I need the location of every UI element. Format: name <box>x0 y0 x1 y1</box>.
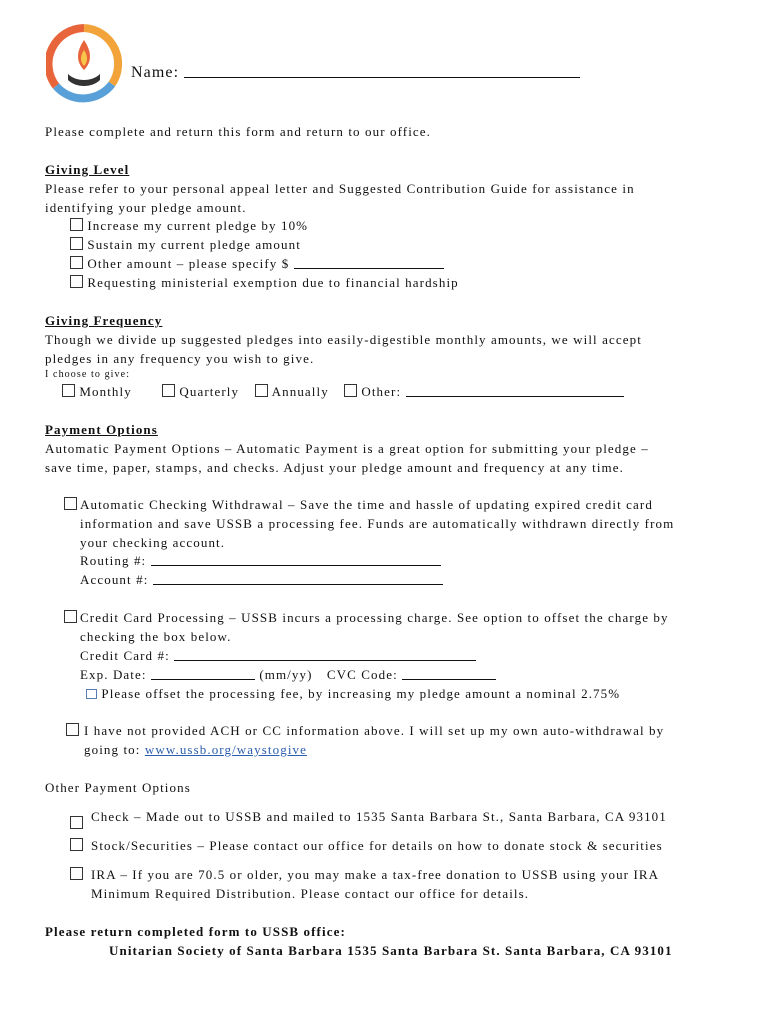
payment-options-heading: Payment Options <box>45 422 158 437</box>
ira-line-2: Minimum Required Distribution. Please contact our office for details. <box>91 886 530 901</box>
stock-checkbox[interactable] <box>70 838 83 854</box>
payment-options-desc-2: save time, paper, stamps, and checks. Adjust your pledge amount and frequency at any time. <box>45 460 624 475</box>
check-option: Check – Made out to USSB and mailed to 1535 Santa Barbara St., Santa Barbara, CA 93101 <box>91 809 667 824</box>
checkbox[interactable] <box>70 237 83 250</box>
giving-level-option-3[interactable] <box>70 256 444 272</box>
offset-fee-option[interactable] <box>86 686 620 702</box>
giving-level-heading: Giving Level <box>45 162 130 177</box>
self-setup-checkbox[interactable] <box>66 723 79 739</box>
return-instructions: Please return completed form to USSB office: <box>45 924 346 939</box>
giving-frequency-desc-2: pledges in any frequency you wish to give. <box>45 351 315 366</box>
other-payment-heading: Other Payment Options <box>45 780 191 795</box>
giving-level-option-1[interactable] <box>70 218 308 234</box>
frequency-quarterly[interactable] <box>162 384 239 400</box>
exp-format: (mm/yy) <box>259 667 313 682</box>
cc-line-2: checking the box below. <box>80 629 232 644</box>
frequency-annually[interactable] <box>255 384 329 400</box>
checkbox[interactable] <box>62 384 75 397</box>
routing-field[interactable] <box>151 553 441 566</box>
return-address: Unitarian Society of Santa Barbara 1535 Santa Barbara St. Santa Barbara, CA 93101 <box>109 943 673 958</box>
checkbox[interactable] <box>344 384 357 397</box>
going-to-label: going to: <box>84 742 141 757</box>
ach-line-2: information and save USSB a processing fee. Funds are automatically withdrawn directly from <box>80 516 675 531</box>
option-label: Increase my current pledge by 10% <box>87 218 309 233</box>
giving-level-option-4[interactable] <box>70 275 459 291</box>
exp-label: Exp. Date: <box>80 667 147 682</box>
other-amount-field[interactable] <box>294 256 444 269</box>
choose-label: I choose to give: <box>45 369 131 380</box>
option-label: Monthly <box>79 384 132 399</box>
option-label: Requesting ministerial exemption due to financial hardship <box>87 275 459 290</box>
giving-level-desc-1: Please refer to your personal appeal letter and Suggested Contribution Guide for assistance in <box>45 181 635 196</box>
check-checkbox[interactable] <box>70 816 83 832</box>
ach-line-1: Automatic Checking Withdrawal – Save the time and hassle of updating expired credit card <box>80 497 653 512</box>
exp-row <box>80 667 496 683</box>
card-row <box>80 648 476 664</box>
card-label: Credit Card #: <box>80 648 170 663</box>
name-row <box>131 64 580 82</box>
ira-checkbox[interactable] <box>70 867 83 883</box>
option-label: Annually <box>271 384 329 399</box>
option-label: Other: <box>361 384 402 399</box>
checkbox[interactable] <box>86 689 97 699</box>
waystogive-link[interactable]: www.ussb.org/waystogive <box>144 742 308 757</box>
ach-checkbox[interactable] <box>64 497 77 513</box>
frequency-monthly[interactable] <box>62 384 132 400</box>
account-row <box>80 572 443 588</box>
option-label: Sustain my current pledge amount <box>87 237 301 252</box>
name-label: Name: <box>131 64 180 81</box>
giving-level-desc-2: identifying your pledge amount. <box>45 200 247 215</box>
checkbox[interactable] <box>70 275 83 288</box>
cc-line-1: Credit Card Processing – USSB incurs a processing charge. See option to offset the charge by <box>80 610 669 625</box>
checkbox[interactable] <box>70 256 83 269</box>
stock-option: Stock/Securities – Please contact our office for details on how to donate stock & securities <box>91 838 663 853</box>
payment-options-desc-1: Automatic Payment Options – Automatic Payment is a great option for submitting your pledge – <box>45 441 649 456</box>
checkbox[interactable] <box>70 218 83 231</box>
other-frequency-field[interactable] <box>406 384 624 397</box>
checkbox[interactable] <box>66 723 79 736</box>
frequency-other[interactable] <box>344 384 624 400</box>
ira-line-1: IRA – If you are 70.5 or older, you may make a tax-free donation to USSB using your IRA <box>91 867 660 882</box>
intro-text: Please complete and return this form and return to our office. <box>45 124 431 139</box>
giving-frequency-desc-1: Though we divide up suggested pledges into easily-digestible monthly amounts, we will accept <box>45 332 642 347</box>
checkbox[interactable] <box>64 610 77 623</box>
checkbox[interactable] <box>255 384 268 397</box>
routing-label: Routing #: <box>80 553 147 568</box>
self-setup-line-1: I have not provided ACH or CC information above. I will set up my own auto-withdrawal by <box>84 723 665 738</box>
routing-row <box>80 553 441 569</box>
offset-fee-label: Please offset the processing fee, by increasing my pledge amount a nominal 2.75% <box>101 686 621 701</box>
checkbox[interactable] <box>70 838 83 851</box>
giving-frequency-heading: Giving Frequency <box>45 313 163 328</box>
exp-date-field[interactable] <box>151 667 255 680</box>
card-number-field[interactable] <box>174 648 476 661</box>
option-label: Other amount – please specify $ <box>87 256 290 271</box>
option-label: Quarterly <box>179 384 240 399</box>
cvc-field[interactable] <box>402 667 496 680</box>
account-label: Account #: <box>80 572 149 587</box>
checkbox[interactable] <box>64 497 77 510</box>
checkbox[interactable] <box>70 867 83 880</box>
checkbox[interactable] <box>162 384 175 397</box>
self-setup-line-2 <box>84 742 307 758</box>
ach-line-3: your checking account. <box>80 535 226 550</box>
logo <box>46 24 122 104</box>
checkbox[interactable] <box>70 816 83 829</box>
name-field[interactable] <box>184 65 580 78</box>
giving-level-option-2[interactable] <box>70 237 301 253</box>
cc-checkbox[interactable] <box>64 610 77 626</box>
account-field[interactable] <box>153 572 443 585</box>
cvc-label: CVC Code: <box>326 667 398 682</box>
